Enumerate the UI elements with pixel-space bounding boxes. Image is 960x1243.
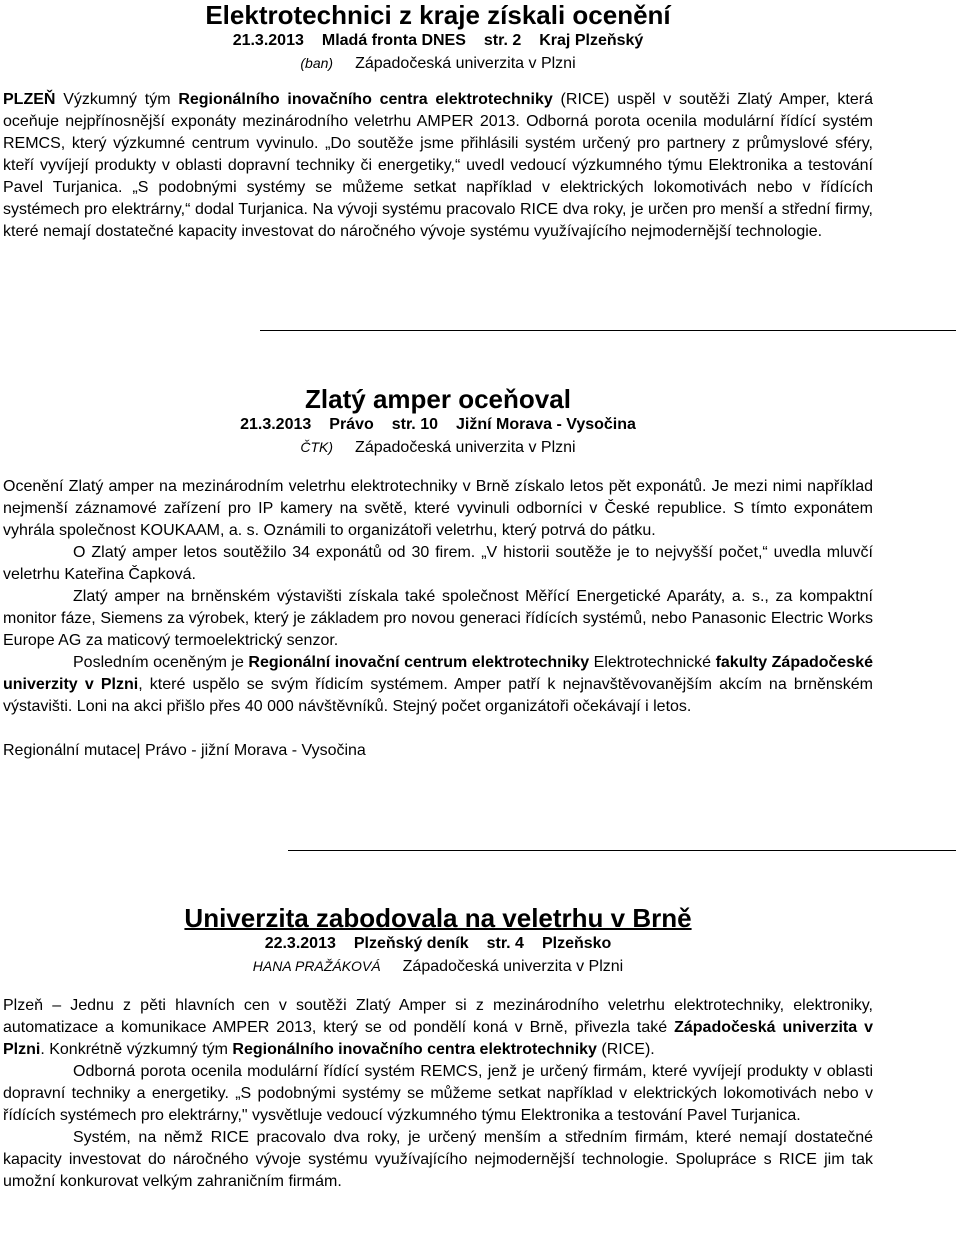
article-3-meta — [3, 933, 873, 955]
article-1-meta — [3, 30, 873, 52]
article-3-author: HANA PRAŽÁKOVÁ — [252, 958, 381, 974]
article-3-publication: Plzeňský deník — [353, 935, 469, 952]
article-3-source: Západočeská univerzita v Plzni — [402, 958, 624, 975]
article-2-text-mid: Elektrotechnické — [589, 654, 716, 671]
article-2-highlight-faculty: fakulty Západočeské univerzity v Plzni — [3, 654, 874, 693]
article-1-title: Elektrotechnici z kraje získali ocenění — [205, 0, 671, 30]
article-2-publication: Právo — [329, 416, 374, 433]
article-3-text: Plzeň – Jednu z pěti hlavních cen v soutěži Zlatý Amper si z mezinárodního veletrhu elektrotechniky, elektroniky, automatizace a komunikace AMPER 2013, který se od pondělí koná v Brně, přivezla také — [3, 997, 873, 1036]
article-3-highlight-university: Západočeská univerzita v Plzni — [3, 1019, 873, 1058]
article-3-paragraph-3: Systém, na němž RICE pracovalo dva roky, je určený menším a středním firmám, které nemají dostatečné kapacity investovat do náročného vývoje systému využívajícího nejmodernější technologie. Spolupráce s RICE jim tak umožní konkurovat velkým zahraničním firmám. — [3, 1129, 873, 1190]
article-3-highlight-rice: Regionálního inovačního centra elektrotechniky — [232, 1041, 597, 1058]
article-1-publication: Mladá fronta DNES — [321, 32, 466, 49]
article-1-source-line — [3, 52, 873, 75]
article-2-paragraph-3: Zlatý amper na brněnském výstavišti získala také společnost Měřící Energetické Aparáty, a. s., za kompaktní monitor fáze, Siemens za výrobek, který je základem pro novou generaci řídících systémů, nebo Panasonic Electric Works Europe AG za maticový termoelektrický senzor. — [3, 588, 873, 649]
article-3-date: 22.3.2013 — [264, 935, 336, 952]
article-1 — [3, 0, 873, 243]
article-2-author: ČTK) — [300, 439, 334, 455]
separator-1 — [260, 330, 956, 331]
article-2-date: 21.3.2013 — [240, 416, 312, 433]
article-2-meta — [3, 414, 873, 436]
article-3-region: Plzeňsko — [541, 935, 612, 952]
article-1-dateline: PLZEŇ — [3, 91, 56, 108]
article-2-body — [3, 476, 873, 762]
article-3-paragraph-2: Odborná porota ocenila modulární řídící systém REMCS, jenž je určený firmám, které vyvíjejí produkty v oblasti dopravní techniky a energetiky. „S podobnými systémy se můžeme setkat například v elektrických lokomotivách nebo v řídících systémech pro elektrárny," vysvětluje vedoucí výzkumného týmu Elektronika a testování Pavel Turjanica. — [3, 1063, 873, 1124]
article-2-paragraph-1: Ocenění Zlatý amper na mezinárodním veletrhu elektrotechniky v Brně získalo letos pět exponátů. Je mezi nimi například nejmenší záznamové zařízení pro IP kamery na světě, které vyvinuli odborníci v České republice. S tímto exponátem vyhrála společnost KOUKAAM, a. s. Oznámili to organizátoři veletrhu, který potrvá do pátku. — [3, 478, 873, 539]
article-1-text-rest: (RICE) uspěl v soutěži Zlatý Amper, která oceňuje nejpřínosnější exponáty mezinárodního veletrhu AMPER 2013. Odborná porota ocenila modulární řídící systém REMCS, který výzkumné centrum vyvinulo. „Do soutěže jsme přihlásili systém určený pro partnery z průmyslové sféry, kteří vyvíjejí produkty v oblasti dopravní techniky či energetiky,“ uvedl vedoucí výzkumného týmu Elektronika a testování Pavel Turjanica. „S podobnými systémy se můžeme setkat například v elektrických lokomotivách nebo v řídících systémech pro elektrárny,“ dodal Turjanica. Na vývoji systému pracovalo RICE dva roky, je určen pro menší a střední firmy, které nemají dostatečné kapacity investovat do náročného vývoje systému využívajícího nejmodernější technologie. — [3, 91, 874, 240]
separator-2 — [288, 850, 956, 851]
article-2-title: Zlatý amper oceňoval — [305, 384, 571, 414]
article-2-paragraph-2: O Zlatý amper letos soutěžilo 34 exponátů od 30 firem. „V historii soutěže je to nejvyšší počet,“ uvedla mluvčí veletrhu Kateřina Čapková. — [3, 544, 873, 583]
article-2-footer: Regionální mutace| Právo - jižní Morava - Vysočina — [3, 742, 366, 759]
article-2-highlight-rice: Regionální inovační centrum elektrotechniky — [248, 654, 590, 671]
article-2-text: Posledním oceněným je — [73, 654, 249, 671]
article-1-highlight: Regionálního inovačního centra elektrotechniky — [178, 91, 553, 108]
article-1-date: 21.3.2013 — [232, 32, 304, 49]
article-3-text-mid: . Konkrétně výzkumný tým — [40, 1041, 233, 1058]
article-2-source: Západočeská univerzita v Plzni — [355, 439, 576, 456]
article-3 — [3, 903, 873, 1193]
article-2-text-rest: , které uspělo se svým řídicím systémem. Amper patří k nejnavštěvovanějším akcím na brněnském výstavišti. Loni na akci přišlo přes 40 000 návštěvníků. Stejný počet organizátoři očekávají i letos. — [3, 676, 874, 715]
article-1-page: str. 2 — [483, 32, 522, 49]
article-2-region: Jižní Morava - Vysočina — [456, 416, 636, 433]
article-2-source-line — [3, 436, 873, 459]
article-1-author: (ban) — [300, 55, 334, 71]
article-3-title: Univerzita zabodovala na veletrhu v Brně — [184, 903, 692, 933]
article-2-page: str. 10 — [391, 416, 438, 433]
article-3-text-rest: (RICE). — [596, 1041, 655, 1058]
article-3-body — [3, 995, 873, 1193]
article-1-source: Západočeská univerzita v Plzni — [355, 55, 576, 72]
article-1-region: Kraj Plzeňský — [539, 32, 644, 49]
article-1-body — [3, 89, 873, 243]
article-3-paragraph-1 — [3, 995, 873, 1061]
article-1-paragraph — [3, 89, 873, 243]
article-1-text: Výzkumný tým — [55, 91, 179, 108]
article-3-page: str. 4 — [486, 935, 524, 952]
article-3-source-line — [3, 955, 873, 978]
article-2-paragraph-4 — [3, 652, 873, 718]
article-2 — [3, 384, 873, 762]
